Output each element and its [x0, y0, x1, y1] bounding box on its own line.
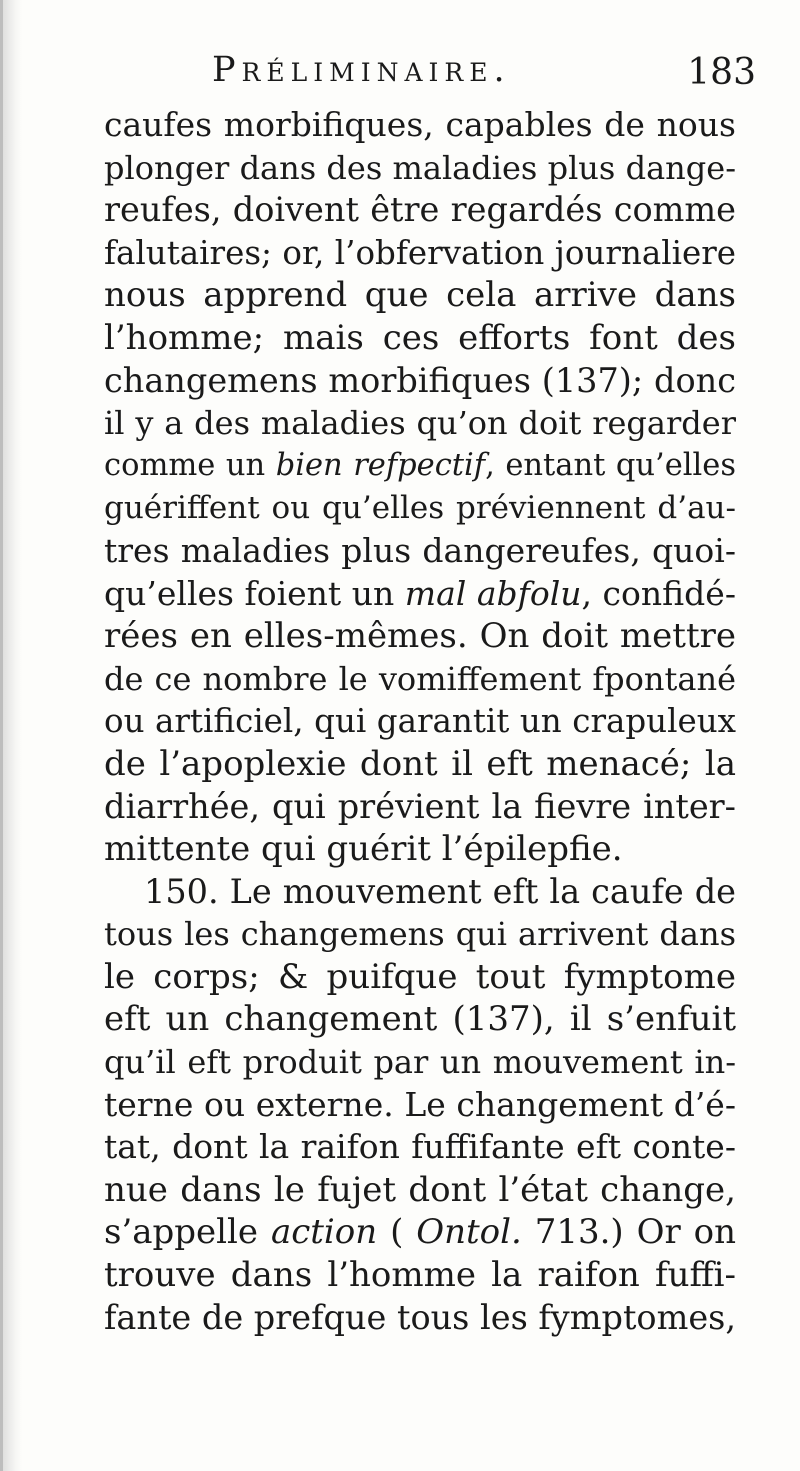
text-line: il y a des maladies qu’on doit regarder: [104, 404, 736, 443]
page-number: 183: [687, 52, 756, 93]
gutter-shadow: [0, 0, 22, 1471]
page-edge: [0, 0, 3, 1471]
text-run: , entant qu’elles: [485, 447, 736, 483]
text-line: plonger dans des maladies plus dange-: [104, 148, 736, 187]
text-line: de l’apoplexie dont il eft menacé; la: [104, 743, 736, 784]
text-line: changemens morbifiques (137); donc: [104, 360, 736, 400]
italic-reference: Ontol.: [416, 1212, 522, 1253]
text-line: eft un changement (137), il s’enfuit: [104, 999, 736, 1040]
text-line: ou artificiel, qui garantit un crapuleux: [104, 702, 736, 741]
text-line: [104, 1211, 736, 1254]
text-run: , confidé-: [581, 573, 736, 613]
italic-term: bien refpectif: [275, 447, 486, 483]
text-line: trouve dans l’homme la raifon fuffi-: [104, 1255, 736, 1296]
text-run: (: [377, 1212, 417, 1253]
text-run: comme un: [104, 447, 276, 483]
text-line: terne ou externe. Le changement d’é-: [104, 1084, 736, 1124]
text-line: tous les changemens qui arrivent dans: [104, 915, 736, 954]
text-run: qu’elles foient un: [104, 573, 405, 613]
text-line: le corps; & puifque tout fymptome: [104, 956, 736, 997]
text-line: falutaires; or, l’obfervation journaliere: [104, 233, 736, 272]
text-line: tres maladies plus dangereufes, quoi-: [104, 530, 736, 570]
text-line: tat, dont la raifon fuffifante eft conte-: [104, 1127, 736, 1167]
text-run: s’appelle: [104, 1212, 271, 1253]
text-line: nous apprend que cela arrive dans: [104, 275, 736, 316]
running-head: Préliminaire.: [212, 50, 511, 90]
text-line: [104, 573, 736, 616]
page-header: [200, 44, 760, 94]
paragraph-start-line: 150. Le mouvement eft la caufe de: [144, 871, 736, 911]
text-line: caufes morbifiques, capables de nous: [104, 105, 736, 144]
text-line: mittente qui guérit l’épilepfie.: [104, 829, 623, 870]
text-line: fante de prefque tous les fymptomes,: [104, 1297, 736, 1337]
text-line: diarrhée, qui prévient la fievre inter-: [104, 786, 736, 826]
text-line: rées en elles-mêmes. On doit mettre: [104, 616, 736, 657]
text-run: 713.) Or on: [521, 1212, 736, 1253]
text-line: nue dans le fujet dont l’état change,: [104, 1169, 736, 1210]
body-text: [104, 104, 736, 1339]
text-line: [104, 445, 736, 488]
text-line: l’homme; mais ces efforts font des: [104, 317, 736, 358]
text-line: reufes, doivent être regardés comme: [104, 190, 736, 230]
text-line: guériffent ou qu’elles préviennent d’au-: [104, 490, 736, 527]
italic-term: action: [270, 1212, 378, 1253]
text-line: qu’il eft produit par un mouvement in-: [104, 1043, 736, 1082]
text-line: de ce nombre le vomiffement fpontané: [104, 659, 736, 698]
italic-term: mal abfolu: [404, 573, 582, 613]
